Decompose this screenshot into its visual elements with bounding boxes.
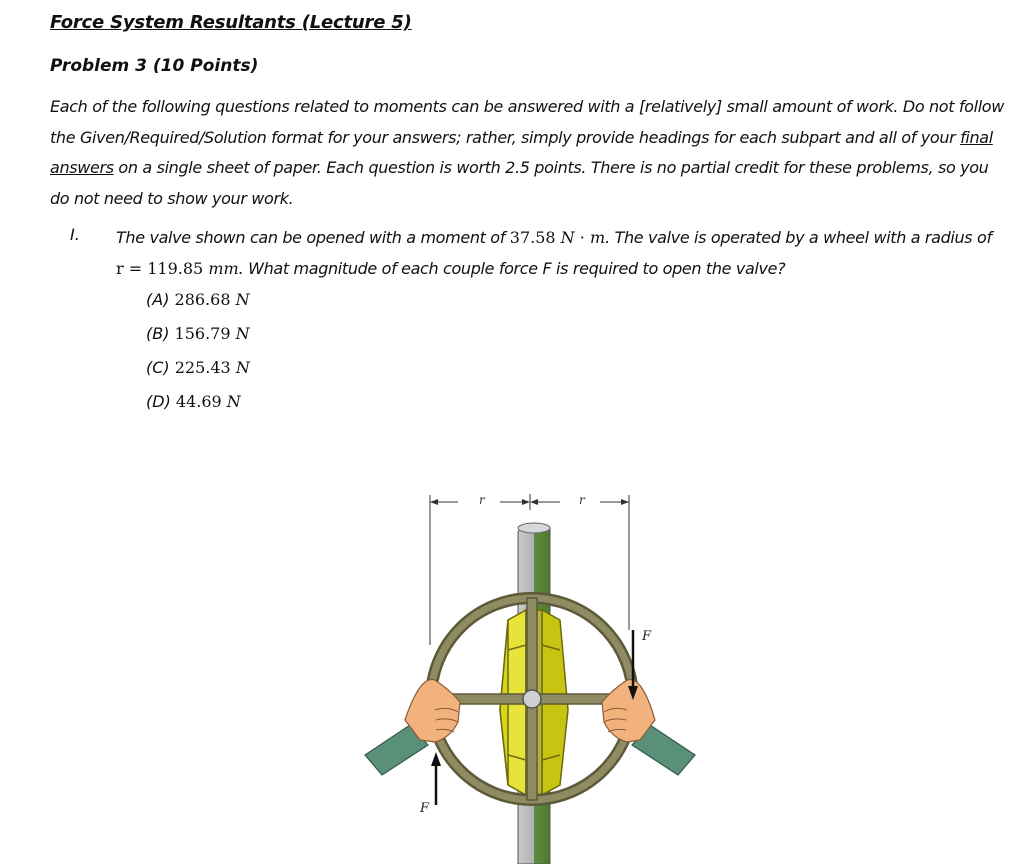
- moment-value: 37.58: [509, 228, 556, 247]
- radius-expression: [116, 259, 239, 278]
- force-arrow-bottom: [431, 752, 441, 805]
- intro-text-part2: on a single sheet of paper. Each question is worth 2.5 points. There is no partial credit for these problems, so you do not need to show your work.: [50, 158, 989, 208]
- lecture-title: Force System Resultants (Lecture 5): [50, 12, 412, 33]
- radius-symbol: r: [116, 258, 124, 278]
- answer-option-c: [146, 358, 250, 377]
- option-label: (A): [146, 290, 175, 309]
- option-value: 225.43: [174, 358, 231, 377]
- valve-wheel-diagram: [350, 470, 710, 864]
- radius-unit: mm: [208, 258, 239, 278]
- option-unit: N: [235, 358, 250, 377]
- dimension-label-right: r: [579, 493, 585, 507]
- dimension-label-left: r: [479, 493, 485, 507]
- question-text-a: The valve shown can be opened with a moment of: [116, 228, 510, 247]
- option-unit: N: [235, 290, 250, 309]
- valve-wheel-figure: [350, 470, 710, 864]
- option-label: (B): [146, 324, 175, 343]
- force-label-top: F: [642, 629, 652, 644]
- option-unit: N: [235, 324, 250, 343]
- question-text-b: . The valve is operated by a wheel with a radius of: [605, 228, 992, 247]
- problem-title: Problem 3 (10 Points): [50, 56, 259, 76]
- option-label: (D): [146, 392, 176, 411]
- answer-option-a: [146, 290, 250, 309]
- option-value: 156.79: [174, 324, 231, 343]
- question-text-c: . What magnitude of each couple force F is required to open the valve?: [238, 258, 786, 278]
- option-unit: N: [226, 392, 241, 411]
- radius-value: 119.85: [147, 258, 204, 278]
- option-label: (C): [146, 358, 175, 377]
- force-label-bottom: F: [420, 801, 430, 816]
- moment-dot: ·: [579, 228, 585, 247]
- question-number: I.: [70, 225, 80, 244]
- intro-text-part1: Each of the following questions related to moments can be answered with a [relatively] small amount of work. Do not follow the Given/Required/Solution format for your answers; rather, simply provide headings for each subpart and all of your: [50, 97, 1004, 147]
- option-value: 44.69: [175, 392, 222, 411]
- moment-expression: [510, 228, 605, 247]
- question-text: [116, 223, 1016, 284]
- moment-unit-m: m: [589, 228, 606, 247]
- radius-equals: =: [128, 258, 143, 278]
- moment-unit-n: N: [560, 228, 575, 247]
- answer-option-d: [146, 392, 241, 411]
- intro-paragraph: [50, 92, 1010, 214]
- option-value: 286.68: [174, 290, 231, 309]
- answer-option-b: [146, 324, 250, 343]
- intro-underlined-text: final answers: [50, 127, 993, 177]
